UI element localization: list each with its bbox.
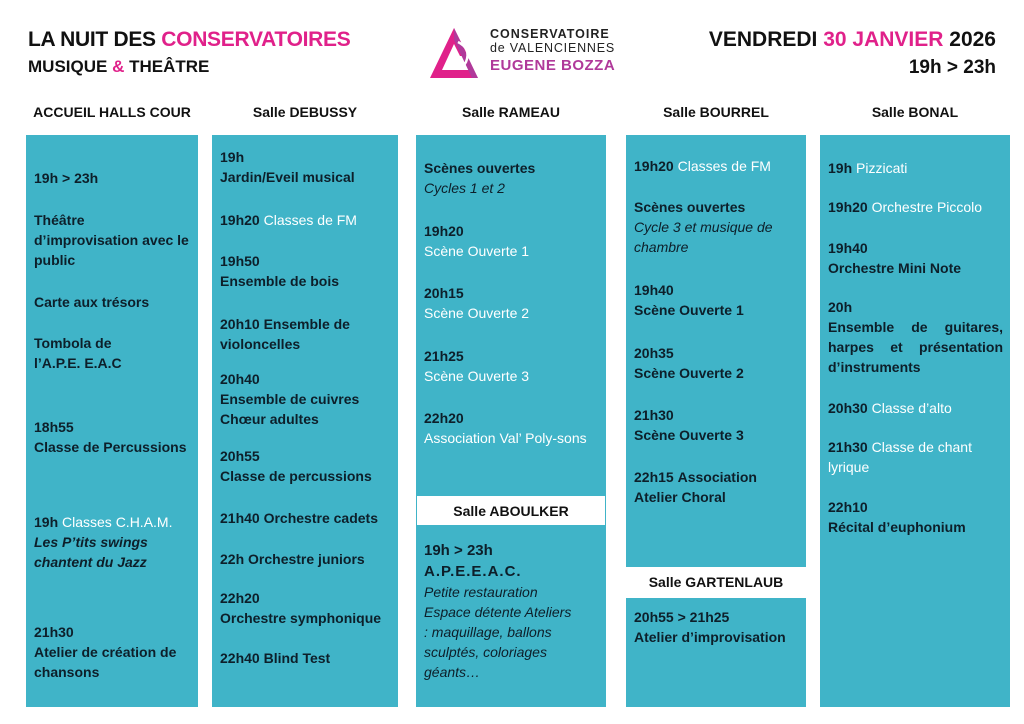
panel-rameau bbox=[416, 135, 606, 495]
list-item: 21h25 Scène Ouverte 3 bbox=[424, 348, 530, 384]
list-item: 19h20 Classes de FM bbox=[634, 158, 771, 174]
list-item: 22h40 Blind Test bbox=[220, 650, 331, 666]
list-item: Scènes ouvertes Cycle 3 et musique de chambre bbox=[634, 199, 773, 255]
column-title-accueil: ACCUEIL HALLS COUR bbox=[33, 104, 191, 120]
list-item: 20h Ensemble de guitares, harpes et présentation d’instruments bbox=[828, 299, 1003, 375]
logo-line3: EUGENE BOZZA bbox=[490, 57, 616, 74]
list-item: 20h40 Ensemble de cuivres Chœur adultes bbox=[220, 371, 360, 427]
column-title-rameau: Salle RAMEAU bbox=[461, 104, 561, 120]
column-title-bourrel: Salle BOURREL bbox=[663, 104, 769, 120]
list-item: 18h55 Classe de Percussions bbox=[34, 419, 187, 455]
event-subtitle: MUSIQUE & THEÂTRE bbox=[28, 57, 210, 76]
list-item: Carte aux trésors bbox=[34, 294, 150, 310]
list-item: 22h15 Association Atelier Choral bbox=[634, 469, 757, 505]
column-title-debussy: Salle DEBUSSY bbox=[252, 104, 358, 120]
event-hours: 19h > 23h bbox=[908, 57, 996, 78]
list-item: 19h20 Classes de FM bbox=[220, 212, 357, 228]
list-item: 20h55 Classe de percussions bbox=[220, 448, 372, 484]
list-item: Théâtre d’improvisation avec le public bbox=[34, 212, 189, 268]
list-item: 20h35 Scène Ouverte 2 bbox=[634, 345, 744, 381]
list-item: 21h30 Atelier de création de chansons bbox=[34, 624, 177, 680]
conservatoire-logo bbox=[428, 22, 628, 84]
list-item: 19h40 Scène Ouverte 1 bbox=[634, 282, 744, 318]
list-item: 22h20 Association Val’ Poly-sons bbox=[424, 410, 587, 446]
list-item: 19h Pizzicati bbox=[828, 160, 908, 176]
list-item: 19h20 Scène Ouverte 1 bbox=[424, 223, 530, 259]
list-item: 19h Jardin/Eveil musical bbox=[220, 149, 355, 185]
logo-mark-icon bbox=[428, 22, 492, 84]
event-title: LA NUIT DES CONSERVATOIRES bbox=[28, 28, 351, 51]
list-item: 19h20 Orchestre Piccolo bbox=[828, 199, 983, 215]
column-title-aboulker: Salle ABOULKER bbox=[416, 495, 606, 526]
list-item: 21h40 Orchestre cadets bbox=[220, 510, 378, 526]
panel-bourrel bbox=[626, 135, 806, 567]
list-item: 22h Orchestre juniors bbox=[220, 551, 365, 567]
list-item: 22h20 Orchestre symphonique bbox=[220, 590, 382, 626]
panel-gartenlaub bbox=[626, 598, 806, 707]
panel-aboulker bbox=[416, 526, 606, 707]
list-item: 19h40 Orchestre Mini Note bbox=[828, 240, 962, 276]
list-item: 21h30 Scène Ouverte 3 bbox=[634, 407, 744, 443]
list-item: 22h10 Récital d’euphonium bbox=[828, 499, 966, 535]
list-item: 20h55 > 21h25 Atelier d’improvisation bbox=[634, 609, 786, 645]
logo-line1: CONSERVATOIRE bbox=[490, 27, 610, 41]
list-item: Tombola de l’A.P.E. E.A.C bbox=[34, 335, 122, 371]
list-item: 19h > 23h A.P.E.E.A.C. Petite restauration Espace détente Ateliers : maquillage, ballons sculptés, coloriages géants… bbox=[424, 542, 572, 680]
column-title-gartenlaub: Salle GARTENLAUB bbox=[626, 567, 806, 598]
list-item: 19h Classes C.H.A.M. Les P’tits swings chantent du Jazz bbox=[34, 514, 173, 570]
list-item: 21h30 Classe de chant lyrique bbox=[828, 439, 972, 475]
list-item: 19h > 23h bbox=[34, 170, 99, 186]
panel-debussy bbox=[212, 135, 398, 707]
panel-bonal bbox=[820, 135, 1010, 707]
list-item: 20h10 Ensemble de violoncelles bbox=[220, 316, 350, 352]
logo-line2: de VALENCIENNES bbox=[490, 41, 616, 55]
list-item: 19h50 Ensemble de bois bbox=[220, 253, 340, 289]
list-item: 20h30 Classe d’alto bbox=[828, 400, 952, 416]
list-item: Scènes ouvertes Cycles 1 et 2 bbox=[424, 160, 536, 196]
event-date: VENDREDI 30 JANVIER 2026 bbox=[708, 28, 996, 51]
list-item: 20h15 Scène Ouverte 2 bbox=[424, 285, 530, 321]
column-title-bonal: Salle BONAL bbox=[871, 104, 959, 120]
panel-accueil bbox=[26, 135, 198, 707]
